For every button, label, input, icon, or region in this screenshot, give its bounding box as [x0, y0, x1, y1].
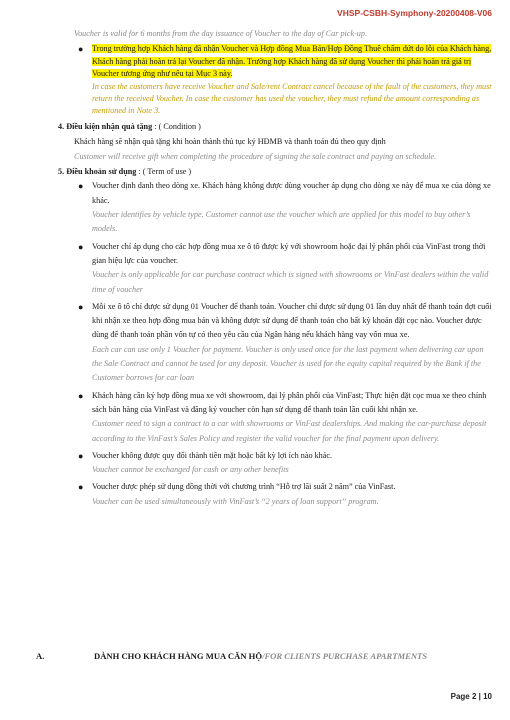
terms-item-en: Voucher can be used simultaneously with VinFast’s “2 years of loan support” program. — [92, 496, 379, 506]
terms-item-en: Customer need to sign a contract to a car with showrooms or VinFast dealerships. And making the car-purchase deposit according to the VinFast’s Sales Policy and register the valid voucher for the final payment upon delivery. — [92, 419, 487, 443]
section-5-title: Điều khoản sử dụng — [66, 167, 137, 177]
terms-item — [74, 179, 492, 236]
bullet-icon: ● — [78, 44, 84, 55]
terms-list — [74, 179, 492, 509]
terms-item-vi: Voucher chỉ áp dụng cho các hợp đồng mua xe ô tô được ký với showroom hoặc đại lý phân phối của VinFast trong thời gian hiệu lực của voucher. — [92, 241, 486, 265]
section-a-title-en: /FOR CLIENTS PURCHASE APARTMENTS — [262, 651, 428, 661]
bullet-icon: ● — [78, 482, 84, 493]
section-4-title-en: : ( Condition ) — [154, 121, 201, 131]
terms-item — [74, 240, 492, 297]
page-number: Page 2 | 10 — [450, 692, 492, 701]
bullet-icon: ● — [78, 450, 84, 461]
section-a-heading — [36, 651, 496, 661]
terms-item-vi: Khách hàng cần ký hợp đồng mua xe với showroom, đại lý phân phối của VinFast; Thực hiện đặt cọc mua xe theo chính sách bán hàng của VinFast và đăng ký voucher còn hạn sử dụng để thanh toán lần cuối khi nhận xe. — [92, 390, 487, 414]
bullet-icon: ● — [78, 390, 84, 401]
terms-item — [74, 480, 492, 509]
section-4-body-en: Customer will receive gift when completing the procedure of signing the sale contract and paying on schedule. — [74, 151, 437, 161]
terms-item — [74, 449, 492, 478]
bullet-icon: ● — [78, 181, 84, 192]
section-4-heading — [58, 121, 492, 133]
terms-item-vi: Voucher định danh theo dòng xe. Khách hàng không được dùng voucher áp dụng cho dòng xe này để mua xe của dòng xe khác. — [92, 181, 491, 205]
bullet-icon: ● — [78, 241, 84, 252]
terms-item-vi: Voucher được phép sử dụng đồng thời với chương trình “Hỗ trợ lãi suất 2 năm” của VinFast. — [92, 482, 396, 492]
highlight-list — [74, 43, 492, 117]
section-5-number: 5. — [58, 167, 65, 177]
terms-item-en: Voucher identifies by vehicle type. Customer cannot use the voucher which are applied for this model to buy other’s models. — [92, 210, 471, 234]
section-5-heading — [58, 166, 492, 178]
document-code: VHSP-CSBH-Symphony-20200408-V06 — [337, 8, 492, 18]
terms-item-en: Voucher is only applicable for car purchase contract which is signed with showrooms or VinFast dealers within the valid time of voucher — [92, 270, 489, 294]
terms-item — [74, 300, 492, 386]
terms-item-en: Voucher cannot be exchanged for cash or any other benefits — [92, 465, 289, 475]
section-4-body-vi: Khách hàng sẽ nhận quà tặng khi hoàn thành thủ tục ký HĐMB và thanh toán đủ theo quy định — [74, 137, 386, 147]
bullet-icon: ● — [78, 301, 84, 312]
section-4-title: Điều kiện nhận quà tặng — [66, 121, 153, 131]
terms-item-vi: Voucher không được quy đổi thành tiền mặt hoặc bất kỳ lợi ích nào khác. — [92, 450, 333, 460]
section-4-number: 4. — [58, 121, 65, 131]
terms-item — [74, 389, 492, 446]
terms-item-vi: Mỗi xe ô tô chỉ được sử dụng 01 Voucher để thanh toán. Voucher chỉ được sử dụng 01 lần duy nhất để thanh toán đợt cuối khi nhận xe theo hợp đồng mua bán và không được sử dụng để thanh toán cho bất kỳ khoản đặt cọc nào. Voucher được dùng để thanh toán phần vốn tự có theo yêu cầu của Ngân hàng nếu khách hàng vay vốn mua xe. — [92, 301, 492, 340]
terms-item-en: Each car can use only 1 Voucher for payment. Voucher is only used once for the last payment when delivering car upon the Sale Contract and cannot be used for any deposit. Voucher is used for the equity capital required by the Bank if the Customer borrows for car loan — [92, 344, 484, 383]
document-body — [58, 28, 492, 512]
section-a-label: A. — [36, 651, 45, 661]
highlight-note-vi: Trong trường hợp Khách hàng đã nhận Voucher và Hợp đồng Mua Bán/Hợp Đồng Thuê chấm dứt do lỗi của Khách hàng, Khách hàng phải hoàn trả lại Voucher đã nhận. Trường hợp Khách hàng đã sử dụng Voucher thì phải hoàn trả giá trị Voucher tương ứng như nêu tại Mục 3 này. — [92, 44, 492, 79]
voucher-validity-en: Voucher is valid for 6 months from the day issuance of Voucher to the day of Car pick-up. — [74, 29, 368, 38]
highlight-item — [74, 43, 492, 117]
section-a-title: DÀNH CHO KHÁCH HÀNG MUA CĂN HỘ — [94, 651, 263, 661]
section-5-title-en: : ( Term of use ) — [138, 167, 192, 177]
highlight-note-en: In case the customers have receive Voucher and Sale/rent Contract cancel because of the fault of the customers, they must return the received Voucher. In case the customer has used the voucher, they must refund the amount corresponding as mentioned in Note 3. — [92, 81, 492, 116]
